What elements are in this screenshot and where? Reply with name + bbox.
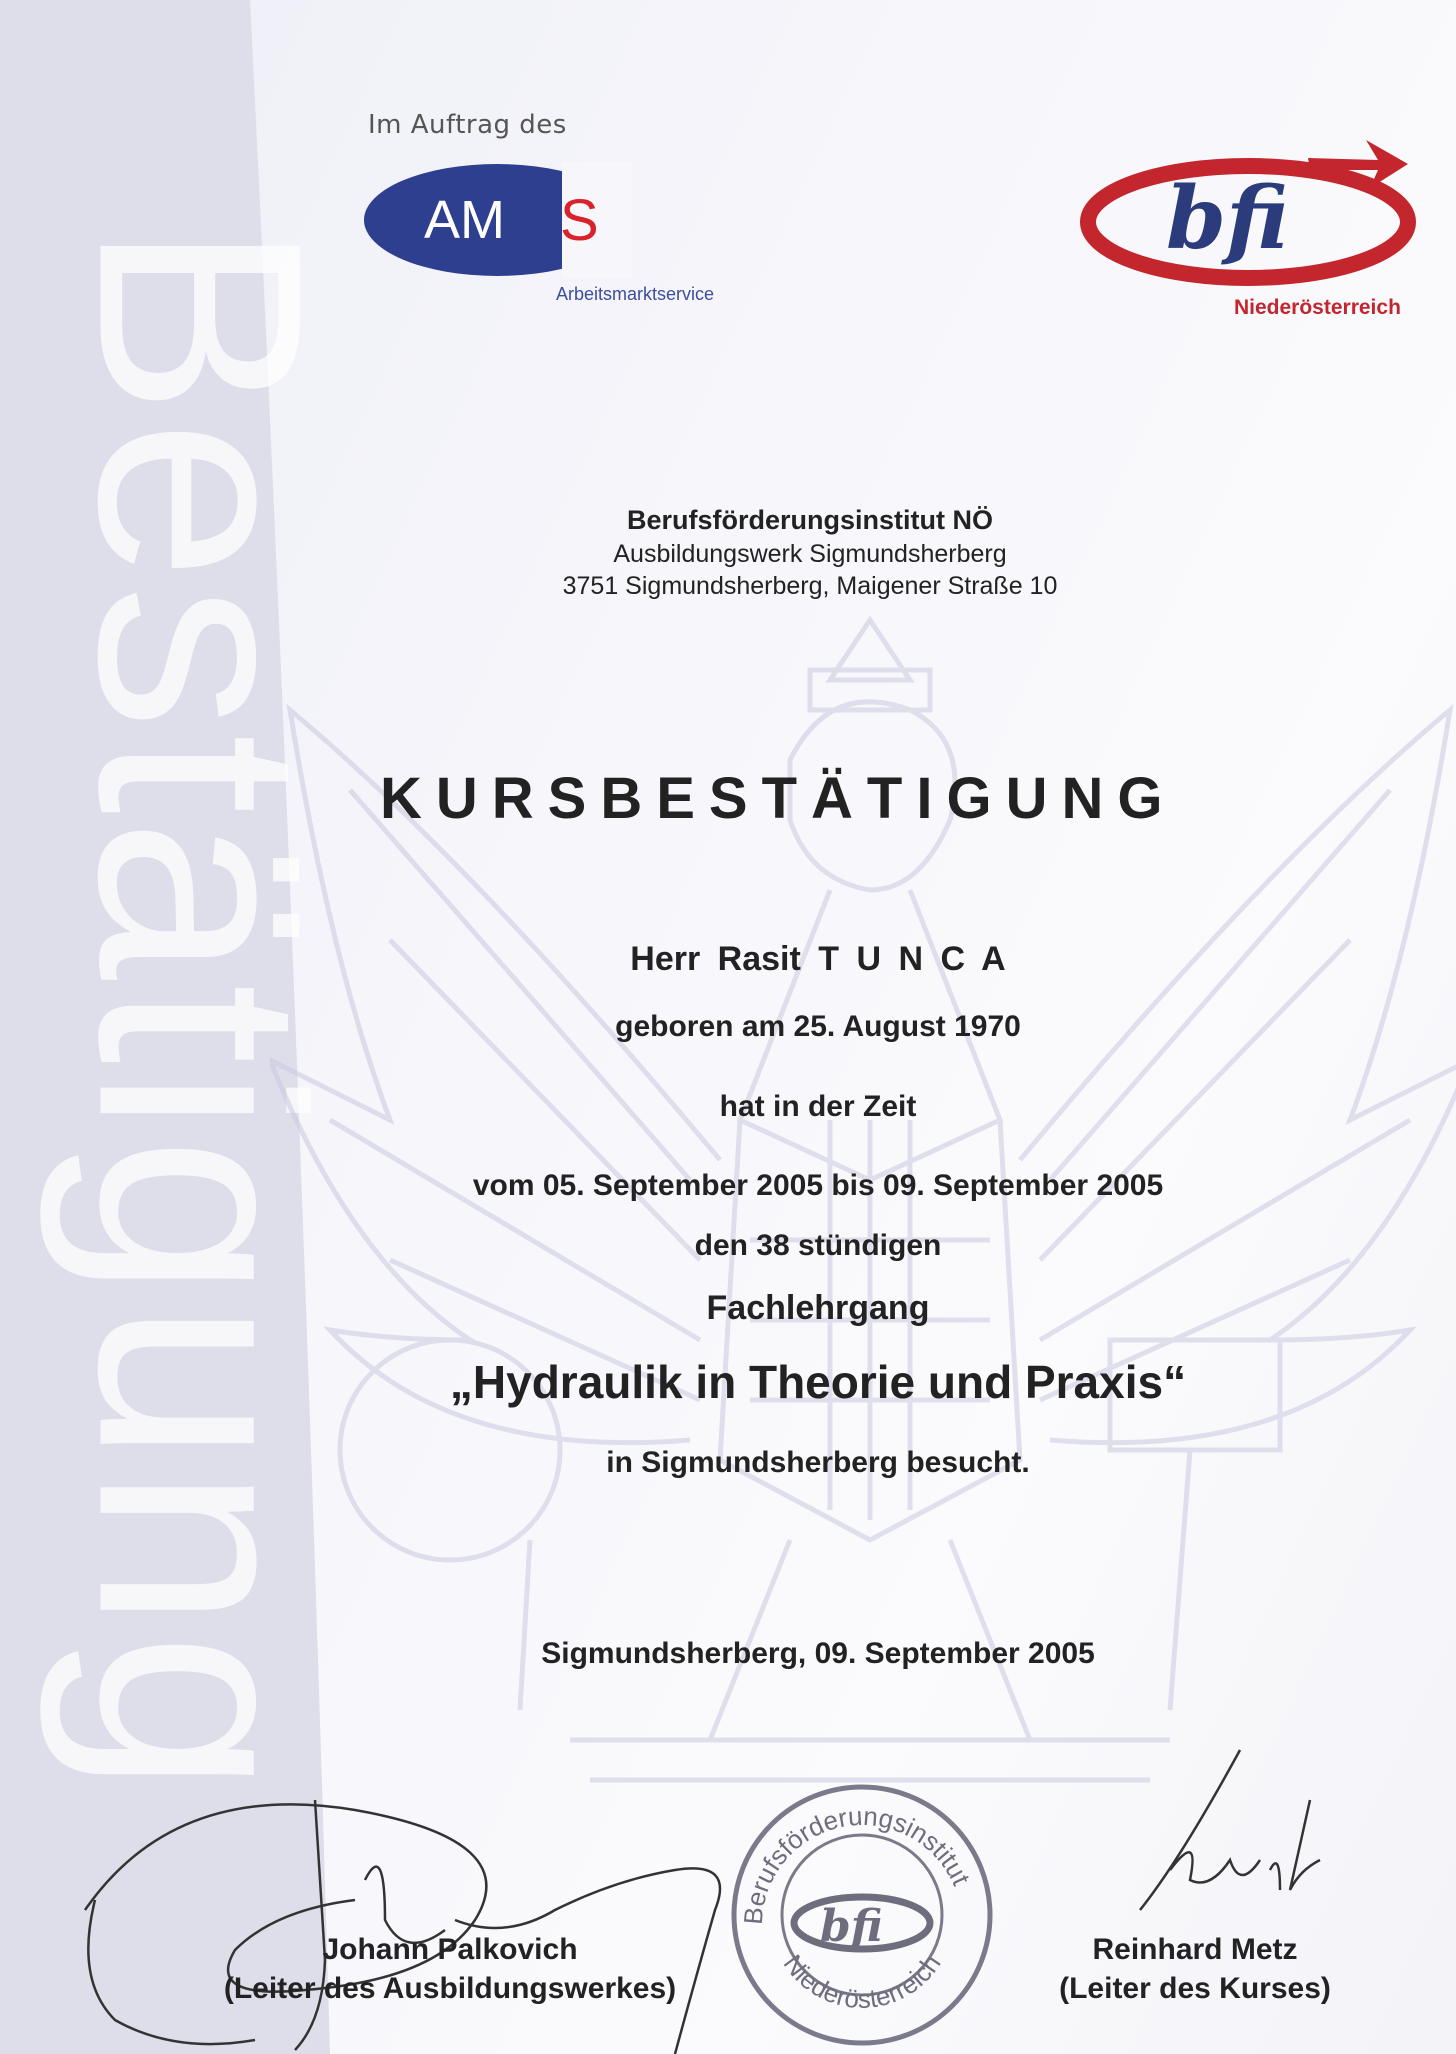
signer-left-name: Johann Palkovich — [322, 1933, 578, 1966]
signer-right-role: (Leiter des Kurses) — [1059, 1972, 1331, 2005]
signer-right-name: Reinhard Metz — [1092, 1933, 1298, 1966]
course-title: „Hydraulik in Theorie und Praxis“ — [449, 1356, 1187, 1408]
bfi-logo-text: bfi — [1166, 168, 1289, 269]
bfi-stamp — [722, 1775, 1002, 2054]
institution-line-2: Ausbildungswerk Sigmundsherberg — [613, 540, 1007, 568]
place-and-date: Sigmundsherberg, 09. September 2005 — [541, 1637, 1095, 1670]
signer-left-role: (Leiter des Ausbildungswerkes) — [223, 1972, 677, 2005]
ams-subtitle: Arbeitsmarktservice — [556, 284, 715, 304]
bfi-logo — [1078, 140, 1438, 290]
document-title: KURSBESTÄTIGUNG — [380, 766, 1177, 831]
period-intro: hat in der Zeit — [719, 1090, 917, 1123]
recipient-name: Herr Rasit T U N C A — [630, 940, 1006, 978]
attendance-statement: in Sigmundsherberg besucht. — [606, 1446, 1030, 1479]
background-word-watermark: Bestätigung — [38, 222, 363, 1798]
stamp-ring-bottom: Niederösterreich — [777, 1948, 947, 2015]
course-period: vom 05. September 2005 bis 09. September 2005 — [472, 1169, 1164, 1202]
signature-right — [1120, 1740, 1360, 1920]
bfi-subtitle: Niederösterreich — [1234, 296, 1401, 319]
ams-logo-am: AM — [424, 190, 505, 250]
stamp-center-text: bfi — [820, 1901, 883, 1952]
course-hours: den 38 stündigen — [694, 1229, 942, 1262]
ams-logo-s: S — [560, 188, 599, 253]
im-auftrag-text: Im Auftrag des — [368, 110, 567, 140]
course-type: Fachlehrgang — [706, 1289, 930, 1327]
signature-left — [55, 1760, 755, 2054]
ams-logo — [362, 160, 632, 280]
birth-date: geboren am 25. August 1970 — [615, 1010, 1021, 1043]
stamp-ring-top: Berufsförderungsinstitut — [737, 1800, 977, 1926]
institution-address: 3751 Sigmundsherberg, Maigener Straße 10 — [562, 572, 1058, 600]
institution-name: Berufsförderungsinstitut NÖ — [626, 505, 993, 535]
